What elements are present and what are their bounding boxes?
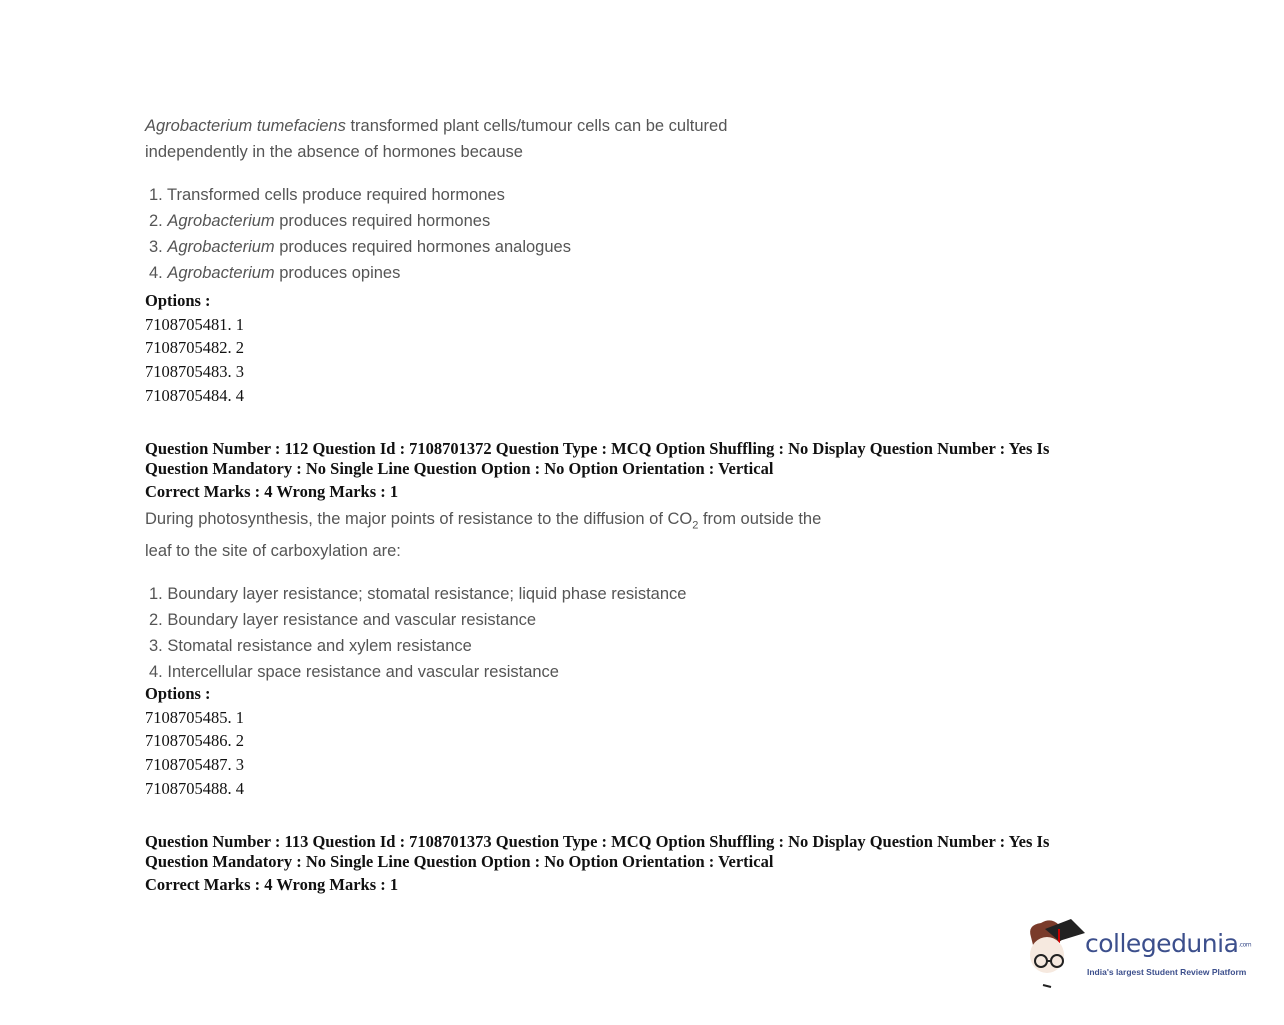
stem-line2: independently in the absence of hormones because: [145, 143, 523, 161]
option-id: 7108705481. 1: [145, 314, 244, 334]
option-id: 7108705482. 2: [145, 338, 244, 358]
marks: Correct Marks : 4 Wrong Marks : 1: [145, 482, 399, 501]
stem-italic: Agrobacterium tumefaciens: [145, 117, 346, 135]
option-id: 7108705486. 2: [145, 731, 244, 751]
options-label: Options :: [145, 684, 211, 703]
choice-1: 1. Boundary layer resistance; stomatal resistance; liquid phase resistance: [149, 585, 687, 604]
logo-brand: collegedunia.com: [1085, 929, 1252, 958]
option-id: 7108705485. 1: [145, 707, 244, 727]
logo-tagline: India's largest Student Review Platform: [1087, 967, 1247, 977]
question-111-text: [145, 113, 727, 286]
meta-line: Question Mandatory : No Single Line Question Option : No Option Orientation : Vertical: [145, 852, 774, 871]
meta-line: Question Number : 113 Question Id : 7108701373 Question Type : MCQ Option Shuffling : No Display Question Number : Yes Is: [145, 832, 1050, 851]
options-111: [145, 289, 244, 408]
option-id: 7108705487. 3: [145, 755, 244, 775]
collegedunia-logo: [1025, 915, 1255, 990]
choice-2: 2. Boundary layer resistance and vascular resistance: [149, 611, 537, 630]
options-112: [145, 682, 244, 801]
choice-3: 3. Stomatal resistance and xylem resistance: [149, 637, 472, 656]
answer-choices: [145, 182, 727, 286]
option-id: 7108705483. 3: [145, 362, 244, 382]
option-id: 7108705488. 4: [145, 778, 244, 798]
choice-2: 2. Agrobacterium produces required hormones: [149, 212, 491, 230]
stem-text: transformed plant cells/tumour cells can be cultured: [345, 117, 728, 135]
option-id: 7108705484. 4: [145, 385, 244, 405]
meta-line: Question Number : 112 Question Id : 7108701372 Question Type : MCQ Option Shuffling : No Display Question Number : Yes Is: [145, 439, 1050, 458]
question-112-text: During photosynthesis, the major points of resistance to the diffusion of $CO_2$ from outside the leaf to the site of carboxylation are: 1. Boundary layer resistance; stomatal resistance; liquid phase resistance 2. Boundary layer resistance and vascular resistance 3. Stomatal resistance and xylem resistance 4. Intercellular space resistance and vascular resistance: [145, 506, 821, 685]
meta-line: Question Mandatory : No Single Line Question Option : No Option Orientation : Vertical: [145, 459, 774, 478]
mascot-icon: [1025, 915, 1087, 990]
answer-choices: [145, 581, 821, 685]
choice-1: 1. Transformed cells produce required hormones: [149, 186, 505, 204]
question-112-meta: [145, 439, 1125, 502]
marks: Correct Marks : 4 Wrong Marks : 1: [145, 875, 399, 894]
choice-4: 4. Intercellular space resistance and vascular resistance: [149, 663, 559, 682]
stem-line2: leaf to the site of carboxylation are:: [145, 542, 401, 561]
options-label: Options :: [145, 291, 211, 310]
choice-3: 3. Agrobacterium produces required hormones analogues: [149, 238, 571, 256]
question-113-meta: [145, 832, 1125, 895]
choice-4: 4. Agrobacterium produces opines: [149, 264, 401, 282]
